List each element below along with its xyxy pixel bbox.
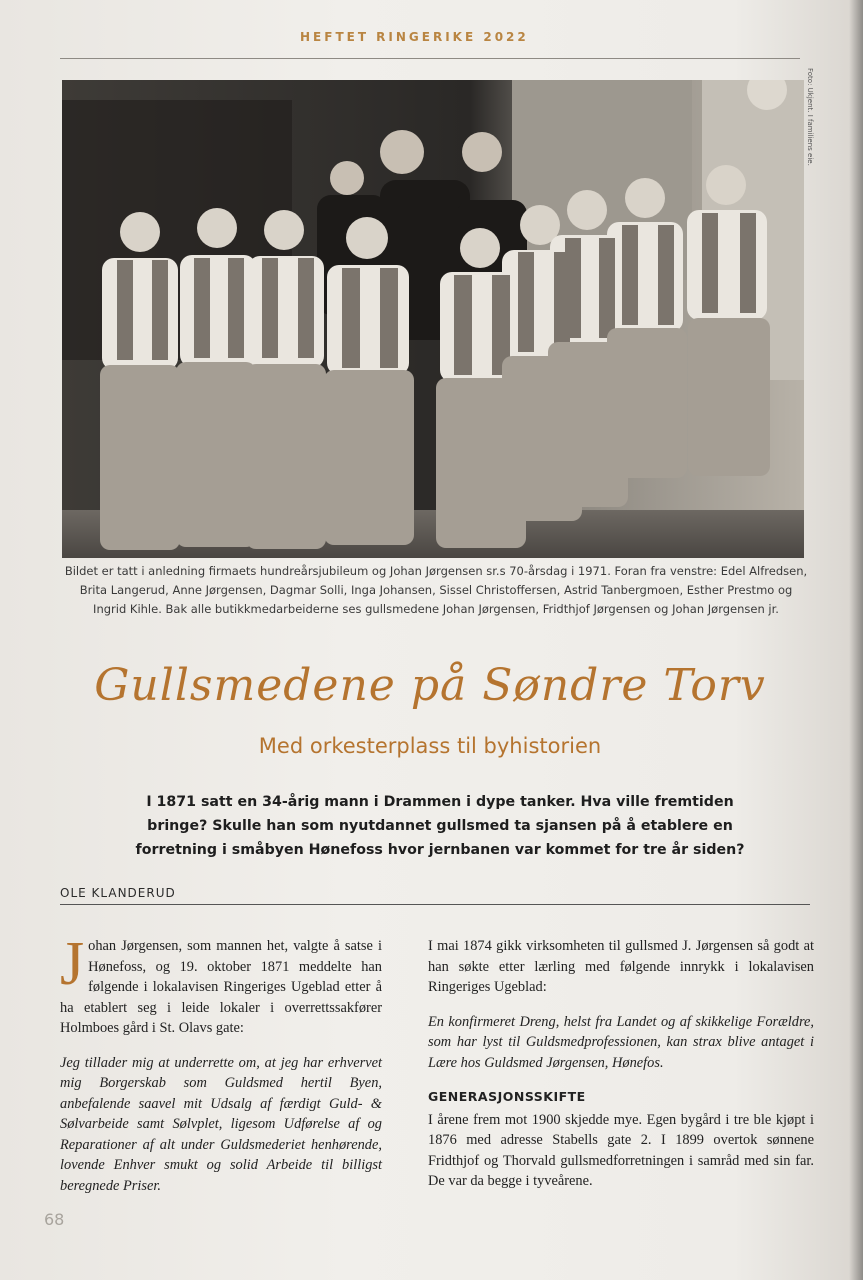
generation-paragraph: I årene frem mot 1900 skjedde mye. Egen bygård i tre ble kjøpt i 1876 med adresse Stabells gate 2. I 1899 overtok sønnene Fridthjof og Thorvald gullsmedforretningen i samråd med sin far. De var da begge i tyveårene. [428,1111,814,1189]
byline-rule [60,904,810,905]
group-photo [62,80,804,558]
advertisement-quote-1: Jeg tillader mig at underrette om, at jeg har erhvervet mig Borgerskab som Guldsmed hertil Byen, anbefalende saavel mit Udsalg af færdigt Guld- & Sølvarbeide samt Sølvplet, ligesom Udførelse af og Reparationer af alt under Guldsmederiet henhørende, lovende Enhver smukt og solid Arbeide til billigst beregnede Priser. [60,1054,382,1194]
photo-credit: Foto: Ukjent. I familiens eie. [806,68,814,166]
photo-caption: Bildet er tatt i anledning firmaets hundreårsjubileum og Johan Jørgensen sr.s 70-årsdag i 1971. Foran fra venstre: Edel Alfredsen, Brita Langerud, Anne Jørgensen, Dagmar Solli, Inga Johansen, Sissel Christoffersen, Astrid Tanbergmoen, Esther Prestmo og Ingrid Kihle. Bak alle butikkmedarbeiderne ses gullsmedene Johan Jørgensen, Fridthjof Jørgensen og Johan Jørgensen jr. [64,564,808,616]
drop-cap: J [60,930,85,998]
author-byline: OLE KLANDERUD [60,886,176,900]
right-column [428,936,814,1206]
left-column [60,930,382,1210]
article-title: Gullsmedene på Søndre Torv [94,660,766,711]
header-rule [60,58,800,59]
intro-text: ohan Jørgensen, som mannen het, valgte å satse i Hønefoss, og 19. oktober 1871 meddelte han følgende i lokalavisen Ringeriges Ugeblad etter å ha etablert seg i leide lokaler i overrettssakfører Holmboes gård i St. Olavs gate: [60,938,382,1036]
article-lead: I 1871 satt en 34-årig mann i Drammen i dype tanker. Hva ville fremtiden bringe? Skulle han som nyutdannet gullsmed ta sjansen på å etablere en forretning i småbyen Hønefoss hvor jernbanen var kommet for tre år siden? [135,794,745,858]
article-subtitle: Med orkesterplass til byhistorien [258,734,602,758]
running-header: HEFTET RINGERIKE 2022 [300,30,529,44]
page-edge-shadow [849,0,863,1280]
section-heading: GENERASJONSSKIFTE [428,1089,586,1104]
group-photo-illustration [62,80,804,558]
advertisement-quote-2: En konfirmeret Dreng, helst fra Landet og af skikkelige Forældre, som har lyst til Guldsmedprofessionen, kan strax blive antaget i Lære hos Guldsmed Jørgensen, Hønefos. [428,1013,814,1071]
page-number: 68 [44,1210,65,1229]
intro-paragraph [60,930,382,1039]
apprentice-paragraph: I mai 1874 gikk virksomheten til gullsmed J. Jørgensen så godt at han søkte etter lærling med følgende innrykk i lokalavisen Ringeriges Ugeblad: [428,938,814,995]
